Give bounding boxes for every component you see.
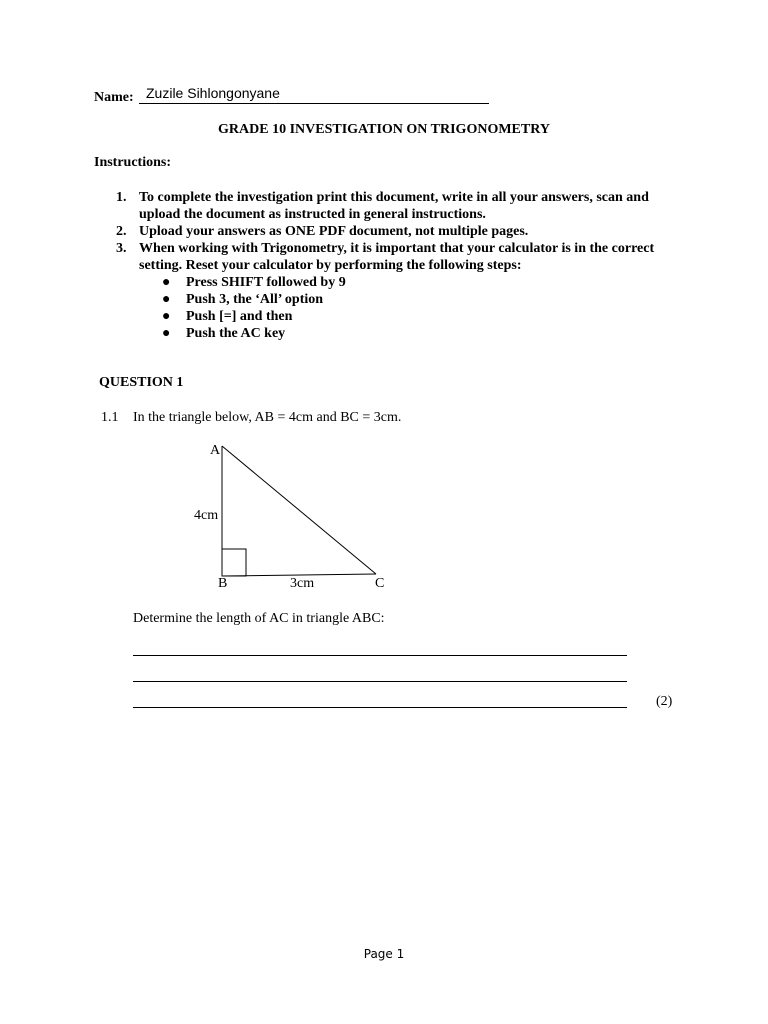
name-field-value[interactable]: Zuzile Sihlongonyane [146, 85, 280, 101]
bullet-icon: ● [162, 275, 171, 290]
instruction-number: 3. [116, 241, 127, 256]
bullet-icon: ● [162, 292, 171, 307]
instruction-text: When working with Trigonometry, it is important that your calculator is in the correct setting. Reset your calculator by performing the following steps: [139, 241, 655, 273]
instruction-number: 1. [116, 190, 127, 205]
instruction-text: To complete the investigation print this document, write in all your answers, scan and upload the document as instructed in general instructions. [139, 190, 649, 222]
name-label: Name: [94, 90, 134, 105]
question-1-heading: QUESTION 1 [99, 375, 184, 390]
page-number: Page 1 [363, 947, 405, 961]
step-text: Press SHIFT followed by 9 [186, 275, 346, 290]
side-bc-label: 3cm [290, 576, 315, 591]
answer-line-3[interactable] [133, 707, 627, 708]
instruction-number: 2. [116, 224, 127, 239]
triangle-abc-diagram [190, 436, 410, 596]
instruction-text: Upload your answers as ONE PDF document, not multiple pages. [139, 224, 529, 239]
question-1-1-text: In the triangle below, AB = 4cm and BC = 3cm. [133, 410, 402, 425]
question-1-1-prompt: Determine the length of AC in triangle ABC: [133, 611, 385, 626]
side-ac [222, 446, 376, 574]
answer-line-2[interactable] [133, 681, 627, 682]
step-text: Push the AC key [186, 326, 286, 341]
marks-label: (2) [656, 694, 673, 709]
document-title: GRADE 10 INVESTIGATION ON TRIGONOMETRY [218, 122, 550, 137]
side-ab-label: 4cm [194, 508, 219, 523]
step-text: Push [=] and then [186, 309, 293, 324]
step-text: Push 3, the ‘All’ option [186, 292, 324, 307]
right-angle-marker [222, 549, 246, 576]
vertex-c-label: C [375, 576, 385, 591]
question-1-1-number: 1.1 [101, 410, 119, 425]
vertex-b-label: B [218, 576, 228, 591]
bullet-icon: ● [162, 326, 171, 341]
name-underline [139, 103, 489, 104]
vertex-a-label: A [210, 443, 221, 458]
answer-line-1[interactable] [133, 655, 627, 656]
instructions-heading: Instructions: [94, 155, 172, 170]
bullet-icon: ● [162, 309, 171, 324]
